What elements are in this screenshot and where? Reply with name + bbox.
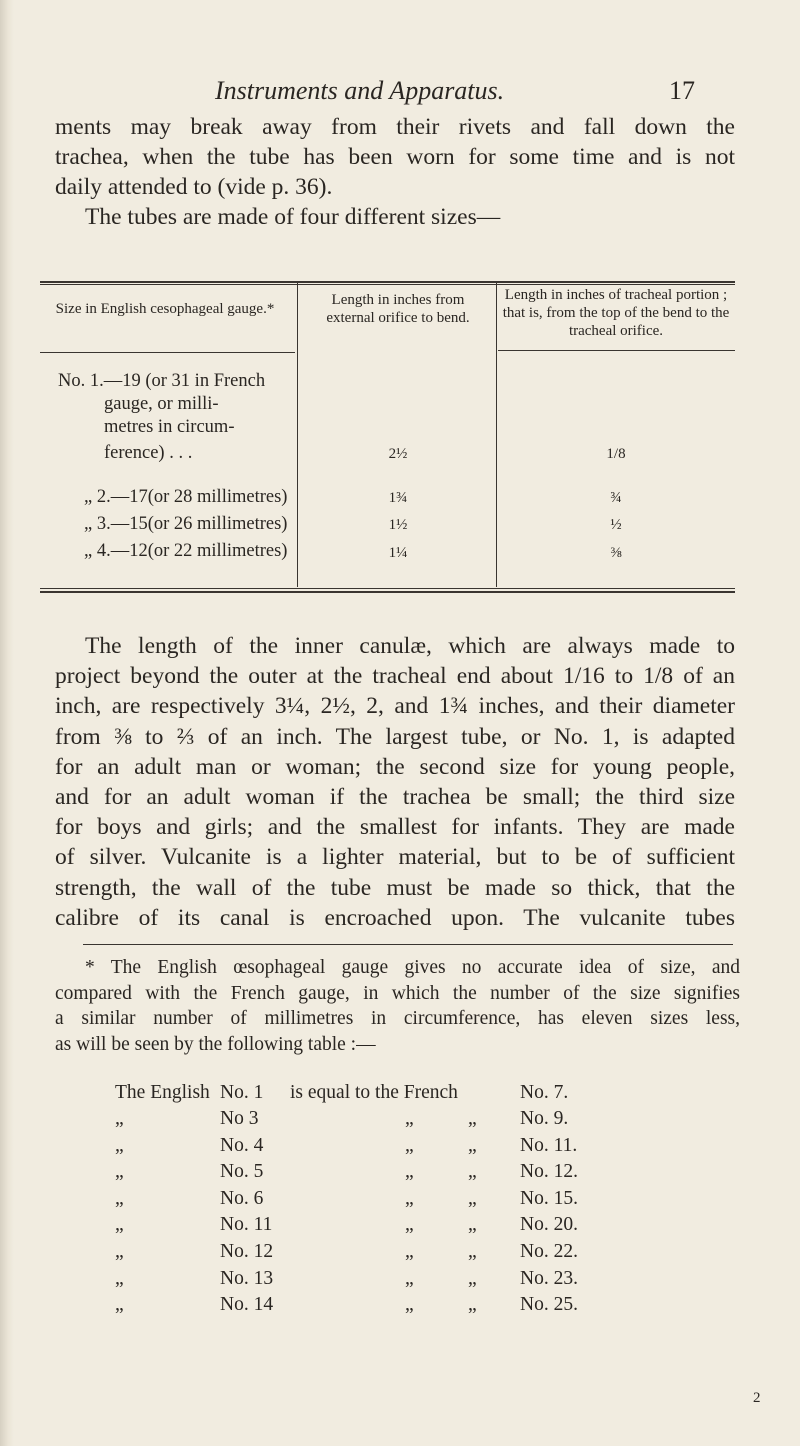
footnote-line: compared with the French gauge, in which the number of the size signifies [55,982,740,1004]
gauge-row [0,1082,800,1108]
gauge-ditto: „ [468,1214,477,1236]
gauge-ditto: „ [115,1241,124,1262]
gauge-english: No. 11 [220,1214,273,1236]
column-divider [297,283,298,587]
text-line: inch, are respectively 3¼, 2½, 2, and 1¾ inches, and their diameter [55,693,735,720]
running-title: Instruments and Apparatus. [215,76,505,105]
footnote [55,955,740,1057]
text-line: calibre of its canal is encroached upon. The vulcanite tubes [55,904,735,931]
gauge-row [0,1294,800,1320]
gauge-ditto: „ [468,1294,477,1316]
gauge-french: No. 23. [520,1267,578,1289]
row-size-no1: No. 1.—19 (or 31 in French [58,371,266,391]
text-line: The tubes are made of four different sizes— [85,204,501,230]
row-size-no1: gauge, or milli- [104,394,219,414]
text-line: daily attended to (vide p. 36). [55,174,333,200]
gauge-ditto: „ [405,1241,414,1262]
text-line: for an adult man or woman; the second size for young people, [55,753,735,780]
text-line: The length of the inner canulæ, which are always made to [85,633,735,659]
gauge-ditto: „ [468,1267,477,1289]
row-tracheal: ⅜ [610,545,622,561]
page-number: 17 [669,76,695,105]
text-line: for boys and girls; and the smallest for infants. They are made [55,814,735,841]
gauge-row [0,1108,800,1134]
gauge-ditto: „ [405,1187,414,1209]
row-length: 1¼ [388,545,408,561]
gauge-ditto: „ [405,1161,414,1183]
gauge-french: No. 11. [520,1134,578,1156]
gauge-ditto: „ [405,1267,414,1289]
gauge-french: No. 12. [520,1161,578,1183]
gauge-french: No. 9. [520,1108,569,1129]
row-length: 1½ [388,517,408,533]
table-header-size: Size in English cesophageal gauge.* [55,301,275,317]
gauge-french: No. 20. [520,1214,578,1236]
gauge-french: No. 7. [520,1082,569,1103]
gauge-ditto: „ [468,1108,477,1129]
gauge-ditto: „ [115,1108,124,1129]
text-line: ments may break away from their rivets and fall down the [55,114,735,140]
footnote-line: as will be seen by the following table :— [55,1033,376,1055]
gauge-ditto: „ [468,1134,477,1156]
gauge-ditto: „ [115,1134,124,1156]
gauge-lead: The English [115,1082,210,1103]
gauge-ditto: „ [405,1134,414,1156]
gauge-row [0,1268,800,1294]
gauge-french: No. 15. [520,1187,578,1209]
footnote-line: * The English œsophageal gauge gives no accurate idea of size, and [85,957,740,978]
gauge-english: No. 5 [220,1161,264,1183]
gauge-row [0,1135,800,1161]
body-paragraph [55,631,735,933]
gauge-row [0,1214,800,1240]
row-length: 2½ [388,446,408,462]
table-bottom-rule [40,588,735,589]
text-line: and for an adult woman if the trachea be small; the third size [55,784,735,811]
text-line: from ⅜ to ⅔ of an inch. The largest tube, or No. 1, is adapted [55,723,735,750]
table-bottom-rule-2 [40,591,735,593]
gauge-french: No. 25. [520,1294,578,1316]
gauge-ditto: „ [115,1187,124,1209]
gauge-row [0,1188,800,1214]
gauge-english: No. 6 [220,1187,264,1209]
text-line: project beyond the outer at the tracheal end about 1/16 to 1/8 of an [55,663,735,690]
header-rule [498,350,735,351]
column-divider [496,283,497,587]
gauge-ditto: „ [468,1161,477,1183]
gauge-english: No. 14 [220,1294,274,1316]
gauge-english: No. 4 [220,1134,264,1156]
footnote-rule [83,944,733,945]
gauge-english: No. 13 [220,1267,274,1289]
gauge-ditto: „ [468,1187,477,1209]
gauge-mid: is equal to the French [290,1082,458,1103]
gauge-english: No. 1 [220,1082,264,1103]
text-line: strength, the wall of the tube must be made so thick, that the [55,874,735,901]
row-size-no1: metres in circum- [104,417,235,437]
table-header-length: Length in inches from external orifice to bend. [326,292,470,326]
table-top-rule [40,281,735,283]
footnote-line: a similar number of millimetres in circumference, has eleven sizes less, [55,1008,740,1029]
row-tracheal: ¾ [610,490,622,506]
row-tracheal: ½ [610,517,622,533]
gauge-row [0,1241,800,1267]
text-line: of silver. Vulcanite is a lighter material, but to be of sufficient [55,844,735,871]
row-size: „ 3.—15(or 26 millimetres) [84,514,288,534]
gauge-ditto: „ [405,1294,414,1316]
gauge-ditto: „ [468,1241,477,1262]
row-size: „ 2.—17(or 28 millimetres) [84,487,288,507]
gauge-ditto: „ [115,1294,124,1316]
gauge-row [0,1161,800,1187]
gauge-ditto: „ [115,1161,124,1183]
row-tracheal: 1/8 [606,446,626,462]
gauge-english: No. 12 [220,1241,274,1262]
row-size: „ 4.—12(or 22 millimetres) [84,541,288,561]
gauge-english: No 3 [220,1108,259,1129]
row-size-no1: ference) . . . [104,443,193,463]
signature-mark: 2 [753,1390,761,1406]
table-header-tracheal: Length in inches of tracheal portion ; that is, from the top of the bend to the tracheal orifice. [502,287,730,339]
text-line: trachea, when the tube has been worn for some time and is not [55,144,735,170]
table-top-rule-2 [40,284,735,285]
header-rule [40,352,295,353]
gauge-french: No. 22. [520,1241,578,1262]
gauge-ditto: „ [115,1267,124,1289]
row-length: 1¾ [388,490,408,506]
gauge-ditto: „ [405,1214,414,1236]
running-header [215,76,695,106]
gauge-ditto: „ [405,1108,414,1129]
gauge-ditto: „ [115,1214,124,1236]
intro-paragraph [55,112,735,232]
